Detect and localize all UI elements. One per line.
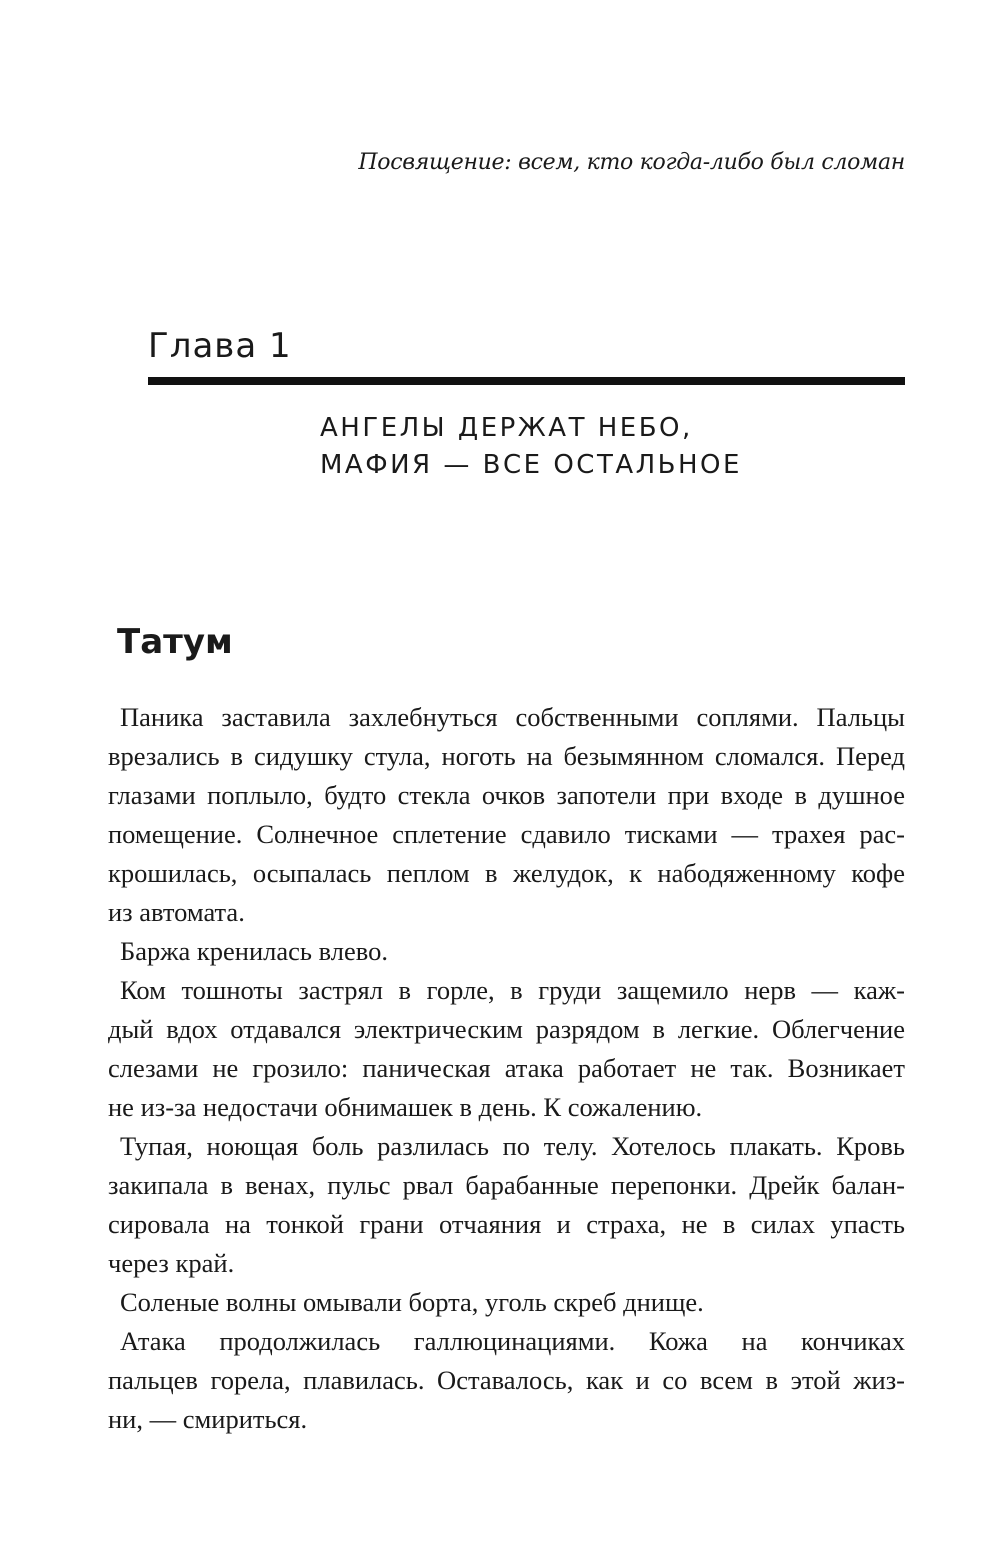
text-line: пальцев горела, плавилась. Оставалось, как и со всем в этой жиз- (108, 1365, 905, 1395)
text-line: Ком тошноты застрял в горле, в груди защемило нерв — каж- (120, 975, 905, 1005)
text-line: Баржа кренилась влево. (120, 936, 388, 966)
paragraph (108, 1283, 905, 1322)
body-text (108, 698, 905, 1439)
text-line: ни, — смириться. (108, 1404, 308, 1434)
chapter-number: Глава 1 (148, 326, 292, 366)
text-line: глазами поплыло, будто стекла очков запотели при входе в душное (108, 780, 905, 810)
text-line: врезались в сидушку стула, ноготь на безымянном сломался. Перед (108, 741, 905, 771)
text-line: Атака продолжилась галлюцинациями. Кожа на кончиках (120, 1326, 905, 1356)
dedication-epigraph: Посвящение: всем, кто когда-либо был сломан (358, 150, 905, 175)
text-line: закипала в венах, пульс рвал барабанные перепонки. Дрейк балан- (108, 1170, 905, 1200)
paragraph (108, 971, 905, 1127)
text-line: слезами не грозило: паническая атака работает не так. Возникает (108, 1053, 905, 1083)
text-line: помещение. Солнечное сплетение сдавило тисками — трахея рас- (108, 819, 905, 849)
text-line: сировала на тонкой грани отчаяния и страха, не в силах упасть (108, 1209, 905, 1239)
text-line: не из-за недостачи обнимашек в день. К сожалению. (108, 1092, 703, 1122)
paragraph (108, 698, 905, 932)
chapter-rule-divider (148, 377, 905, 385)
chapter-title-line: АНГЕЛЫ ДЕРЖАТ НЕБО, (320, 413, 693, 443)
text-line: крошилась, осыпалась пеплом в желудок, к набодяженному кофе (108, 858, 905, 888)
paragraph (108, 1322, 905, 1439)
text-line: Тупая, ноющая боль разлилась по телу. Хотелось плакать. Кровь (120, 1131, 905, 1161)
text-line: Паника заставила захлебнуться собственными соплями. Пальцы (120, 702, 905, 732)
text-line: Соленые волны омывали борта, уголь скреб днище. (120, 1287, 704, 1317)
section-heading: Татум (117, 622, 233, 662)
text-line: дый вдох отдавался электрическим разрядом в легкие. Облегчение (108, 1014, 905, 1044)
paragraph (108, 1127, 905, 1283)
chapter-title-line: МАФИЯ — ВСЕ ОСТАЛЬНОЕ (320, 450, 742, 480)
chapter-title (320, 410, 742, 484)
text-line: через край. (108, 1248, 235, 1278)
paragraph (108, 932, 905, 971)
text-line: из автомата. (108, 897, 245, 927)
